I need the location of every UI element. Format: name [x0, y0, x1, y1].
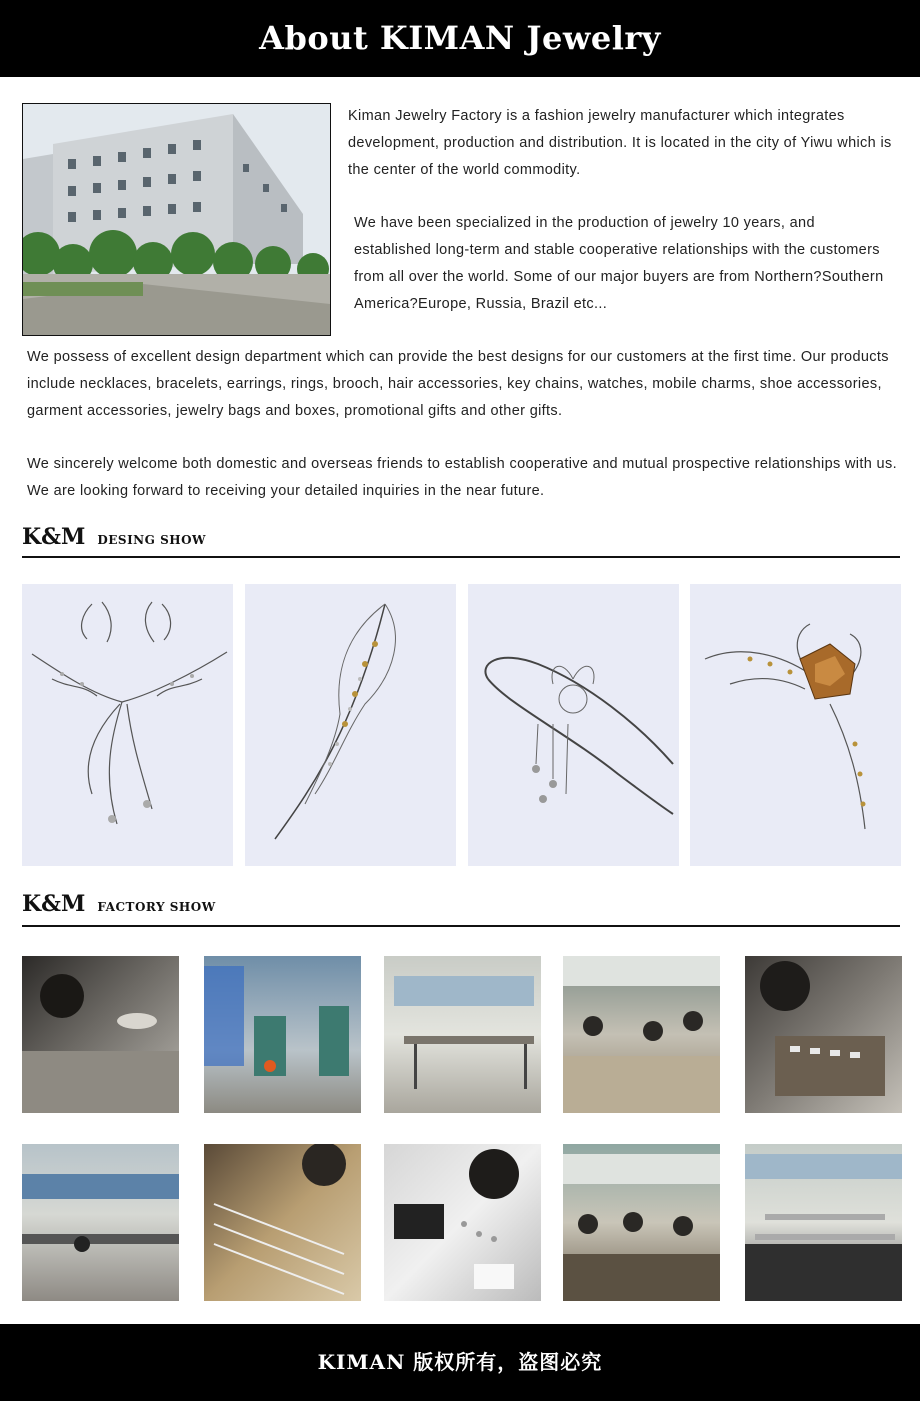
design-show-brand: K&M [22, 524, 86, 550]
copyright-notice: KIMAN 版权所有，盗图必究 [317, 1350, 603, 1374]
design-sketch-bangle [468, 584, 679, 866]
factory-show-brand: K&M [22, 891, 86, 917]
page-header [0, 0, 920, 77]
factory-building-photo [22, 103, 331, 336]
factory-photo-machines [204, 956, 361, 1113]
design-show-subtitle: DESING SHOW [97, 533, 207, 547]
factory-show-divider [22, 925, 900, 927]
factory-photo-assembly-line [563, 956, 720, 1113]
factory-photo-jewelry-tray [204, 1144, 361, 1301]
design-show-divider [22, 556, 900, 558]
factory-photo-workshop-tables [384, 956, 541, 1113]
specialized-paragraph: We have been specialized in the production of jewelry 10 years, and established long-term and stable cooperative relationships with the customers from all over the world. Some of our major buyers are from Northern?Southern America?Europe, Russia, Brazil etc... [354, 215, 884, 312]
factory-photo-workshop-hall [22, 1144, 179, 1301]
intro-paragraph: Kiman Jewelry Factory is a fashion jewelry manufacturer which integrates development, production and distribution. It is located in the city of Yiwu which is the center of the world commodity. [348, 108, 892, 178]
factory-photo-worker-closeup [22, 956, 179, 1113]
factory-show-subtitle: FACTORY SHOW [97, 900, 216, 914]
welcome-paragraph: We sincerely welcome both domestic and overseas friends to establish cooperative and mutual prospective relationships with us. We are looking forward to receiving your detailed inquiries in the near future. [27, 456, 897, 499]
factory-photo-necklace-assembly [384, 1144, 541, 1301]
design-sketch-necklace [22, 584, 233, 866]
factory-photo-workers-row [563, 1144, 720, 1301]
factory-photo-empty-benches [745, 1144, 902, 1301]
design-show-heading [22, 524, 206, 550]
design-paragraph: We possess of excellent design department which can provide the best designs for our customers at the first time. Our products include necklaces, bracelets, earrings, rings, brooch, hair accessories, key chains, watches, mobile charms, shoe accessories, garment accessories, jewelry bags and boxes, promotional gifts and other gifts. [27, 349, 889, 419]
design-sketch-gemstone-brooch [690, 584, 901, 866]
factory-show-heading [22, 891, 216, 917]
page-title: About KIMAN Jewelry [259, 19, 661, 57]
page-footer [0, 1324, 920, 1401]
design-sketch-feather-brooch [245, 584, 456, 866]
factory-photo-stone-setting [745, 956, 902, 1113]
